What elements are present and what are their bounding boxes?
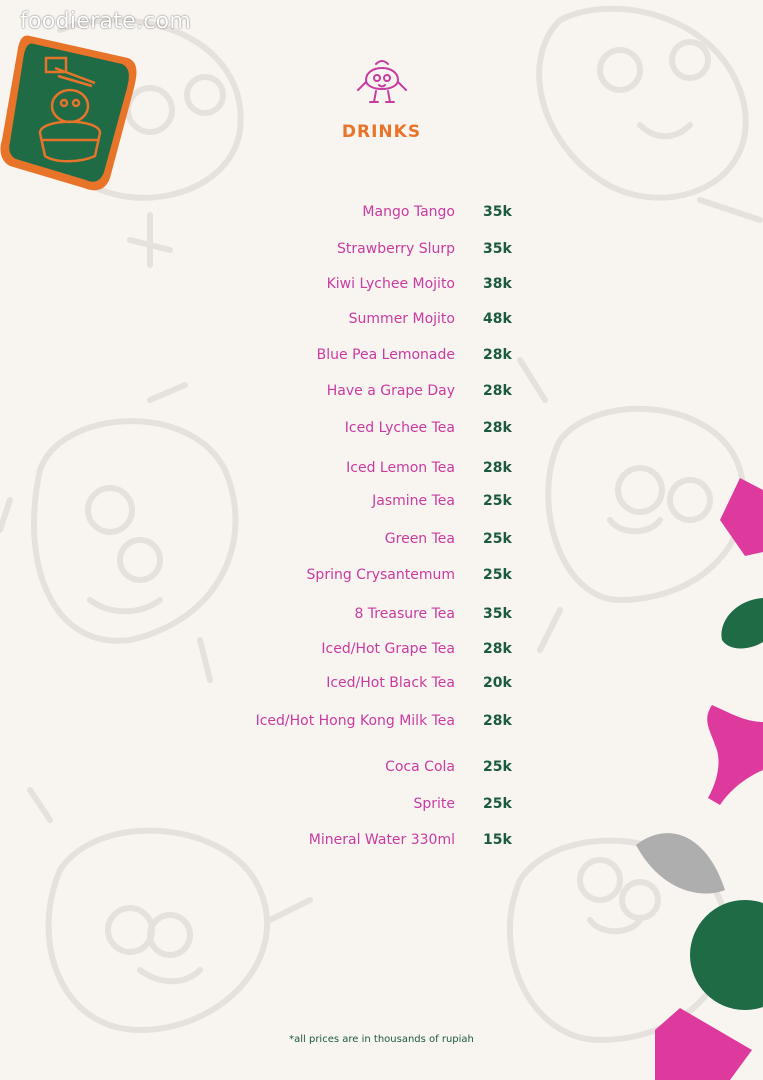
page-title: DRINKS xyxy=(341,122,422,142)
menu-item-name: Green Tea xyxy=(384,531,455,547)
menu-item xyxy=(0,675,763,697)
menu-item-name: Iced Lemon Tea xyxy=(346,460,455,476)
menu-item xyxy=(0,204,763,226)
menu-item-name: Have a Grape Day xyxy=(326,383,455,399)
menu-item-price: 35k xyxy=(483,204,512,220)
menu-item-name: Sprite xyxy=(413,796,455,812)
menu-item-name: Iced/Hot Black Tea xyxy=(326,675,455,691)
menu-item-price: 15k xyxy=(483,832,512,848)
menu-item-price: 38k xyxy=(483,276,512,292)
menu-item-name: Blue Pea Lemonade xyxy=(316,347,455,363)
menu-item-price: 25k xyxy=(483,531,512,547)
menu-item-name: Summer Mojito xyxy=(348,311,455,327)
menu-item-name: Coca Cola xyxy=(385,759,455,775)
menu-item xyxy=(0,759,763,781)
menu-item-name: Iced Lychee Tea xyxy=(344,420,455,436)
menu-item xyxy=(0,460,763,482)
menu-item xyxy=(0,796,763,818)
menu-item-price: 35k xyxy=(483,241,512,257)
menu-item xyxy=(0,241,763,263)
menu-item xyxy=(0,641,763,663)
menu-item-name: 8 Treasure Tea xyxy=(354,606,455,622)
menu-item-price: 35k xyxy=(483,606,512,622)
menu-item-price: 28k xyxy=(483,383,512,399)
green-circle-shape xyxy=(690,900,763,1010)
menu-item-name: Strawberry Slurp xyxy=(337,241,455,257)
menu-item-price: 25k xyxy=(483,759,512,775)
menu-item xyxy=(0,531,763,553)
price-footnote: *all prices are in thousands of rupiah xyxy=(289,1034,474,1045)
menu-item-price: 28k xyxy=(483,347,512,363)
menu-item-price: 28k xyxy=(483,460,512,476)
menu-item-price: 20k xyxy=(483,675,512,691)
menu-item-name: Iced/Hot Hong Kong Milk Tea xyxy=(255,713,455,729)
menu-item-price: 28k xyxy=(483,713,512,729)
menu-item-name: Spring Crysantemum xyxy=(306,567,455,583)
menu-item xyxy=(0,347,763,369)
menu-item xyxy=(0,606,763,628)
menu-item xyxy=(0,420,763,442)
dumpling-cooking-sticker-icon xyxy=(0,28,140,193)
menu-item xyxy=(0,383,763,405)
menu-item-price: 25k xyxy=(483,493,512,509)
menu-item-name: Mango Tango xyxy=(362,204,455,220)
menu-item-name: Iced/Hot Grape Tea xyxy=(321,641,455,657)
menu-item xyxy=(0,713,763,735)
menu-item-price: 28k xyxy=(483,641,512,657)
menu-item xyxy=(0,276,763,298)
dumpling-mascot-icon xyxy=(352,54,412,114)
menu-item-name: Kiwi Lychee Mojito xyxy=(326,276,455,292)
menu-item-price: 28k xyxy=(483,420,512,436)
menu-item xyxy=(0,311,763,333)
menu-item-name: Mineral Water 330ml xyxy=(308,832,455,848)
menu-item-price: 48k xyxy=(483,311,512,327)
menu-item xyxy=(0,493,763,515)
menu-item-name: Jasmine Tea xyxy=(372,493,455,509)
menu-item xyxy=(0,567,763,589)
menu-item-price: 25k xyxy=(483,796,512,812)
menu-item xyxy=(0,832,763,854)
menu-item-price: 25k xyxy=(483,567,512,583)
site-watermark: foodierate.com xyxy=(20,9,192,34)
